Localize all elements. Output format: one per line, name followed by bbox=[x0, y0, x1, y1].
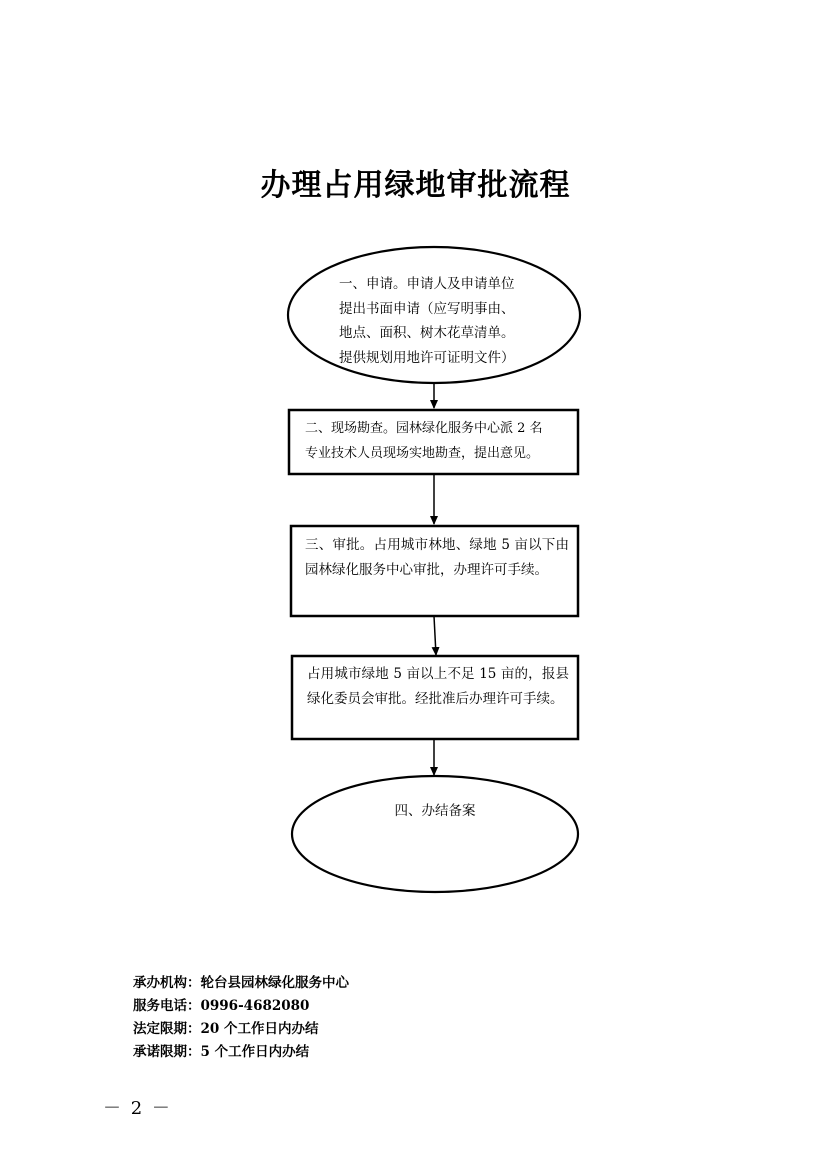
promise-limit-row bbox=[133, 1041, 349, 1064]
org-label: 承办机构： bbox=[133, 975, 201, 991]
survey-step-text bbox=[305, 417, 573, 466]
arrow-3 bbox=[434, 616, 436, 655]
archive-step-text: 四、办结备案 bbox=[394, 803, 476, 819]
org-value: 轮台县园林绿化服务中心 bbox=[200, 975, 349, 991]
apply-line-3: 地点、面积、树木花草清单。 bbox=[339, 325, 515, 341]
phone-row bbox=[133, 995, 349, 1018]
county-step-text: 占用城市绿地 5 亩以上不足 15 亩的，报县绿化委员会审批。经批准后办理许可手续。 bbox=[307, 666, 569, 707]
service-info bbox=[133, 972, 349, 1064]
survey-line-2: 专业技术人员现场实地勘查，提出意见。 bbox=[305, 445, 540, 461]
archive-node-shape bbox=[292, 776, 578, 892]
phone-value: 0996-4682080 bbox=[200, 998, 310, 1014]
phone-label: 服务电话： bbox=[133, 998, 201, 1014]
apply-line-1: 一、申请。申请人及申请单位 bbox=[339, 276, 515, 292]
promise-limit-value: 5 个工作日内办结 bbox=[200, 1044, 310, 1060]
approve-step-text: 三、审批。占用城市林地、绿地 5 亩以下由园林绿化服务中心审批，办理许可手续。 bbox=[305, 537, 569, 578]
org-row bbox=[133, 972, 349, 995]
legal-limit-row bbox=[133, 1018, 349, 1041]
apply-line-2: 提出书面申请（应写明事由、 bbox=[339, 300, 515, 317]
promise-limit-label: 承诺限期： bbox=[133, 1044, 201, 1060]
survey-line-1: 二、现场勘查。园林绿化服务中心派 2 名 bbox=[305, 421, 543, 436]
legal-limit-label: 法定限期： bbox=[133, 1021, 201, 1037]
page-title: 办理占用绿地审批流程 bbox=[260, 168, 571, 203]
apply-step-text bbox=[339, 272, 539, 370]
legal-limit-value: 20 个工作日内办结 bbox=[200, 1021, 319, 1037]
page-number: － 2 － bbox=[103, 1098, 172, 1119]
apply-line-4: 提供规划用地许可证明文件） bbox=[339, 349, 515, 366]
